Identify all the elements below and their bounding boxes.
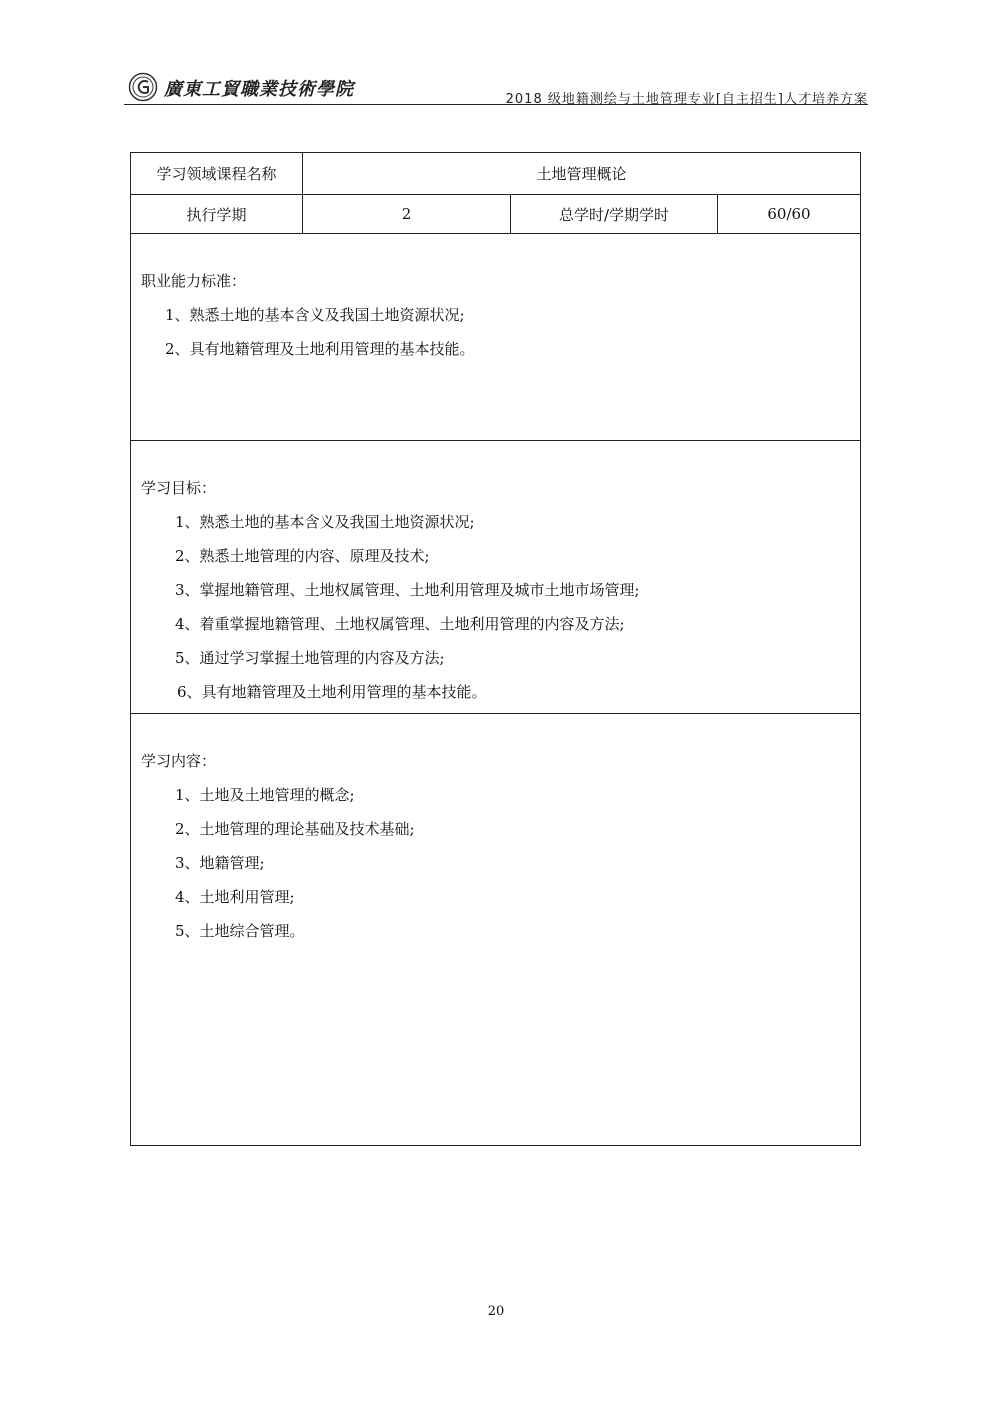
content-item: 2、土地管理的理论基础及技术基础; xyxy=(175,820,415,838)
document-title: 2018 级地籍测绘与土地管理专业[自主招生]人才培养方案 xyxy=(505,92,868,107)
objectives-title: 学习目标： xyxy=(141,479,217,497)
course-table xyxy=(130,152,861,1146)
competency-section xyxy=(131,234,860,441)
competency-item: 2、具有地籍管理及土地利用管理的基本技能。 xyxy=(165,340,475,358)
school-name: 廣東工貿職業技術學院 xyxy=(164,79,354,100)
course-name-value: 土地管理概论 xyxy=(536,165,627,183)
objective-item: 2、熟悉土地管理的内容、原理及技术; xyxy=(175,547,430,565)
content-title: 学习内容： xyxy=(141,752,217,770)
objective-item: 3、掌握地籍管理、土地权属管理、土地利用管理及城市土地市场管理; xyxy=(175,581,640,599)
hours-label: 总学时/学期学时 xyxy=(511,195,718,233)
course-name-row xyxy=(131,153,860,195)
objective-item: 6、具有地籍管理及土地利用管理的基本技能。 xyxy=(177,683,487,701)
course-name-label: 学习领域课程名称 xyxy=(131,153,303,194)
content-item: 5、土地综合管理。 xyxy=(175,922,305,940)
competency-item: 1、熟悉土地的基本含义及我国土地资源状况; xyxy=(165,306,465,324)
content-item: 4、土地利用管理; xyxy=(175,888,295,906)
semester-row xyxy=(131,195,860,234)
competency-title: 职业能力标准： xyxy=(141,272,247,290)
objectives-section xyxy=(131,441,860,714)
school-logo-icon xyxy=(128,72,158,102)
objective-item: 1、熟悉土地的基本含义及我国土地资源状况; xyxy=(175,513,475,531)
objective-item: 5、通过学习掌握土地管理的内容及方法; xyxy=(175,649,445,667)
semester-label: 执行学期 xyxy=(131,195,303,233)
content-item: 1、土地及土地管理的概念; xyxy=(175,786,355,804)
page-number: 20 xyxy=(487,1304,505,1319)
hours-value: 60/60 xyxy=(767,205,811,223)
content-item: 3、地籍管理; xyxy=(175,854,265,872)
content-section xyxy=(131,714,860,1145)
page-header xyxy=(124,68,868,105)
semester-value: 2 xyxy=(303,195,511,233)
objective-item: 4、着重掌握地籍管理、土地权属管理、土地利用管理的内容及方法; xyxy=(175,615,625,633)
